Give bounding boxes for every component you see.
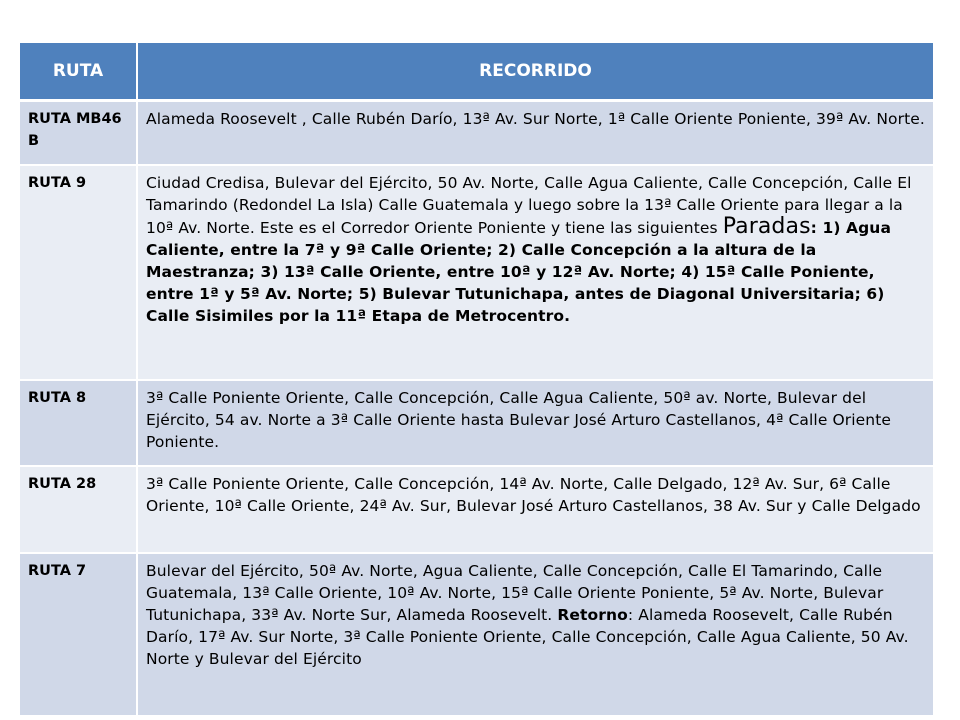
return-label: Retorno: [557, 606, 628, 624]
column-header-route: RUTA: [20, 43, 138, 102]
route-name: RUTA 9: [20, 166, 138, 381]
table-row: [20, 554, 933, 717]
route-path: [138, 554, 933, 717]
route-path: 3ª Calle Poniente Oriente, Calle Concepción, 14ª Av. Norte, Calle Delgado, 12ª Av. Sur, 6ª Calle Oriente, 10ª Calle Oriente, 24ª Av. Sur, Bulevar José Arturo Castellanos, 38 Av. Sur y Calle Delgado: [138, 467, 933, 554]
column-header-path: RECORRIDO: [138, 43, 933, 102]
return-path-text: : Alameda Roosevelt, Calle Rubén Darío, 17ª Av. Sur Norte, 3ª Calle Poniente Oriente, Calle Concepción, Calle Agua Caliente, 50 Av. Norte y Bulevar del Ejército: [146, 606, 909, 668]
route-name: RUTA 7: [20, 554, 138, 717]
route-path-text: Ciudad Credisa, Bulevar del Ejército, 50 Av. Norte, Calle Agua Caliente, Calle Concepción, Calle El Tamarindo (Redondel La Isla) Calle Guatemala y luego sobre la 13ª Calle Oriente para llegar a la 10ª Av. Norte. Este es el Corredor Oriente Poniente y tiene las siguientes: [146, 174, 912, 237]
routes-table: [20, 43, 933, 717]
table-row: [20, 467, 933, 554]
table-header-row: [20, 43, 933, 102]
route-path: Alameda Roosevelt , Calle Rubén Darío, 13ª Av. Sur Norte, 1ª Calle Oriente Poniente, 39ª Av. Norte.: [138, 102, 933, 166]
route-path-text: Bulevar del Ejército, 50ª Av. Norte, Agua Caliente, Calle Concepción, Calle El Tamarindo, Calle Guatemala, 13ª Calle Oriente, 10ª Av. Norte, 15ª Calle Oriente Poniente, 5ª Av. Norte, Bulevar Tutunichapa, 33ª Av. Norte Sur, Alameda Roosevelt.: [146, 562, 884, 624]
paradas-label: Paradas: [722, 214, 811, 239]
route-path: 3ª Calle Poniente Oriente, Calle Concepción, Calle Agua Caliente, 50ª av. Norte, Bulevar del Ejército, 54 av. Norte a 3ª Calle Oriente hasta Bulevar José Arturo Castellanos, 4ª Calle Oriente Poniente.: [138, 381, 933, 467]
route-path: [138, 166, 933, 381]
table-row: [20, 381, 933, 467]
route-name: RUTA 28: [20, 467, 138, 554]
table-row: [20, 102, 933, 166]
paradas-list: : 1) Agua Caliente, entre la 7ª y 9ª Calle Oriente; 2) Calle Concepción a la altura de la Maestranza; 3) 13ª Calle Oriente, entre 10ª y 12ª Av. Norte; 4) 15ª Calle Poniente, entre 1ª y 5ª Av. Norte; 5) Bulevar Tutunichapa, antes de Diagonal Universitaria; 6) Calle Sisimiles por la 11ª Etapa de Metrocentro.: [146, 219, 892, 325]
route-name: RUTA 8: [20, 381, 138, 467]
table-row: [20, 166, 933, 381]
route-name: RUTA MB46 B: [20, 102, 138, 166]
